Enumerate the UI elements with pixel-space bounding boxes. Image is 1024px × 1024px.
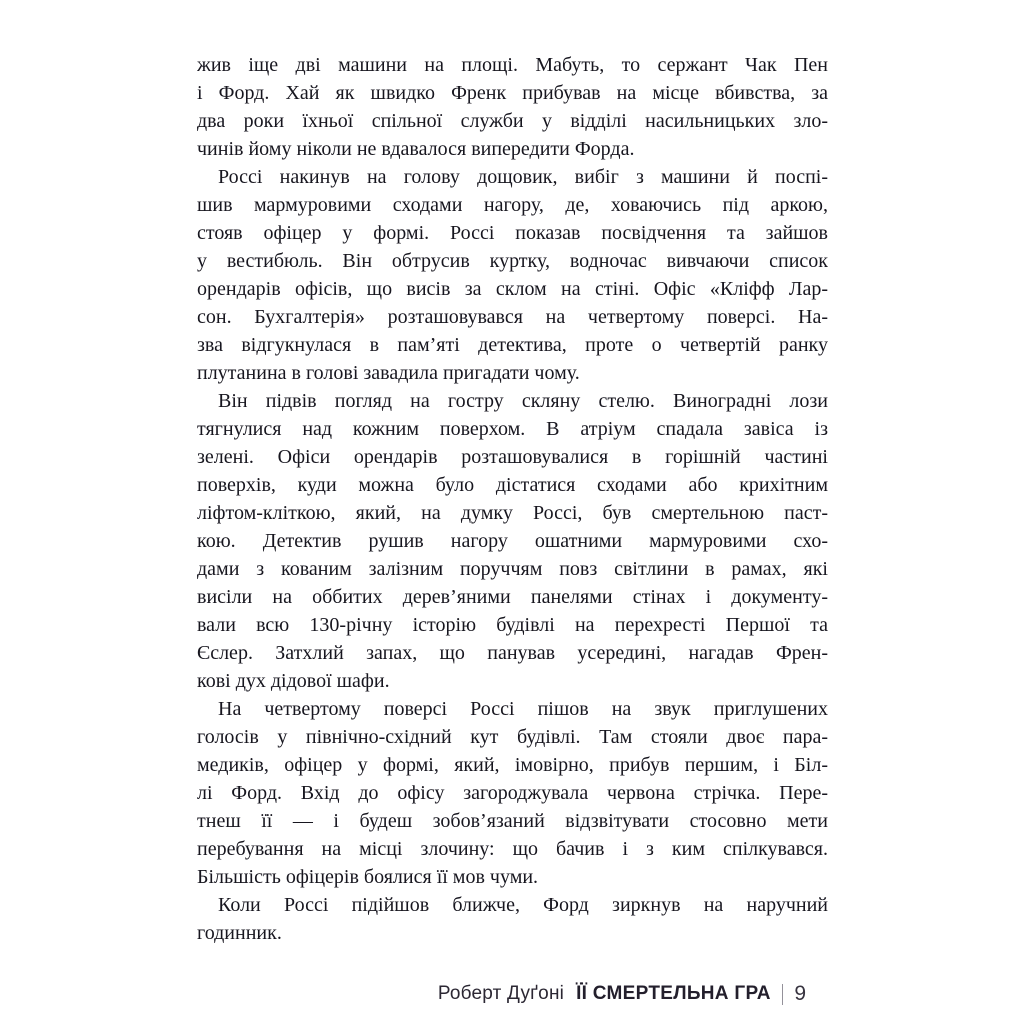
text-line: сон. Бухгалтерія» розташовувався на четвертому поверсі. На- xyxy=(197,306,828,328)
text-line: лі Форд. Вхід до офісу загороджувала червона стрічка. Пере- xyxy=(197,782,828,804)
text-line: Він підвів погляд на гостру скляну стелю. Виноградні лози xyxy=(218,390,828,412)
text-line: годинник. xyxy=(197,922,282,944)
text-line: поверхів, куди можна було дістатися сходами або крихітним xyxy=(197,474,828,496)
text-line: чинів йому ніколи не вдавалося випередити Форда. xyxy=(197,138,635,160)
text-line: два роки їхньої спільної служби у відділі насильницьких зло- xyxy=(197,110,828,132)
text-line: шив мармуровими сходами нагору, де, ховаючись під аркою, xyxy=(197,194,828,216)
text-line: дами з кованим залізним поруччям повз світлини в рамах, які xyxy=(197,558,828,580)
footer-book-title: ЇЇ СМЕРТЕЛЬНА ГРА xyxy=(576,983,771,1004)
text-line: висіли на оббитих дерев’яними панелями стінах і документу- xyxy=(197,586,828,608)
text-line: Більшість офіцерів боялися її мов чуми. xyxy=(197,866,539,888)
text-line: стояв офіцер у формі. Россі показав посвідчення та зайшов xyxy=(197,222,828,244)
text-line: тягнулися над кожним поверхом. В атріум спадала завіса із xyxy=(197,418,828,440)
text-line: перебування на місці злочину: що бачив і з ким спілкувався. xyxy=(197,838,828,860)
body-text xyxy=(197,51,828,947)
text-line: Єслер. Затхлий запах, що панував усередині, нагадав Френ- xyxy=(197,642,828,664)
text-line: орендарів офісів, що висів за склом на стіні. Офіс «Кліфф Лар- xyxy=(197,278,828,300)
text-line: у вестибюль. Він обтрусив куртку, водночас вивчаючи список xyxy=(197,250,828,272)
text-line: кові дух дідової шафи. xyxy=(197,670,390,692)
text-line: Россі накинув на голову дощовик, вибіг з машини й поспі- xyxy=(218,166,828,188)
footer-author: Роберт Дуґоні xyxy=(437,983,565,1004)
text-line: тнеш її — і будеш зобов’язаний відзвітувати стосовно мети xyxy=(197,810,828,832)
footer-separator xyxy=(782,984,784,1005)
text-line: голосів у північно-східний кут будівлі. Там стояли двоє пара- xyxy=(197,726,828,748)
text-line: вали всю 130-річну історію будівлі на перехресті Першої та xyxy=(197,614,828,636)
paragraph xyxy=(197,51,828,163)
paragraph xyxy=(197,163,828,387)
text-line: медиків, офіцер у формі, який, імовірно, прибув першим, і Біл- xyxy=(197,754,828,776)
page-footer xyxy=(438,982,806,1006)
text-line: На четвертому поверсі Россі пішов на звук приглушених xyxy=(218,698,828,720)
text-line: Коли Россі підійшов ближче, Форд зиркнув на наручний xyxy=(218,894,828,916)
text-line: зелені. Офіси орендарів розташовувалися в горішній частині xyxy=(197,446,828,468)
text-line: ліфтом-кліткою, який, на думку Россі, був смертельною паст- xyxy=(197,502,828,524)
paragraph xyxy=(197,387,828,695)
text-line: зва відгукнулася в пам’яті детектива, проте о четвертій ранку xyxy=(197,334,828,356)
text-line: жив іще дві машини на площі. Мабуть, то сержант Чак Пен xyxy=(197,54,828,76)
text-line: і Форд. Хай як швидко Френк прибував на місце вбивства, за xyxy=(197,82,828,104)
paragraph xyxy=(197,695,828,891)
footer-page-number: 9 xyxy=(794,982,806,1005)
paragraph xyxy=(197,891,828,947)
text-line: плутанина в голові завадила пригадати чому. xyxy=(197,362,580,384)
text-line: кою. Детектив рушив нагору ошатними мармуровими схо- xyxy=(197,530,828,552)
